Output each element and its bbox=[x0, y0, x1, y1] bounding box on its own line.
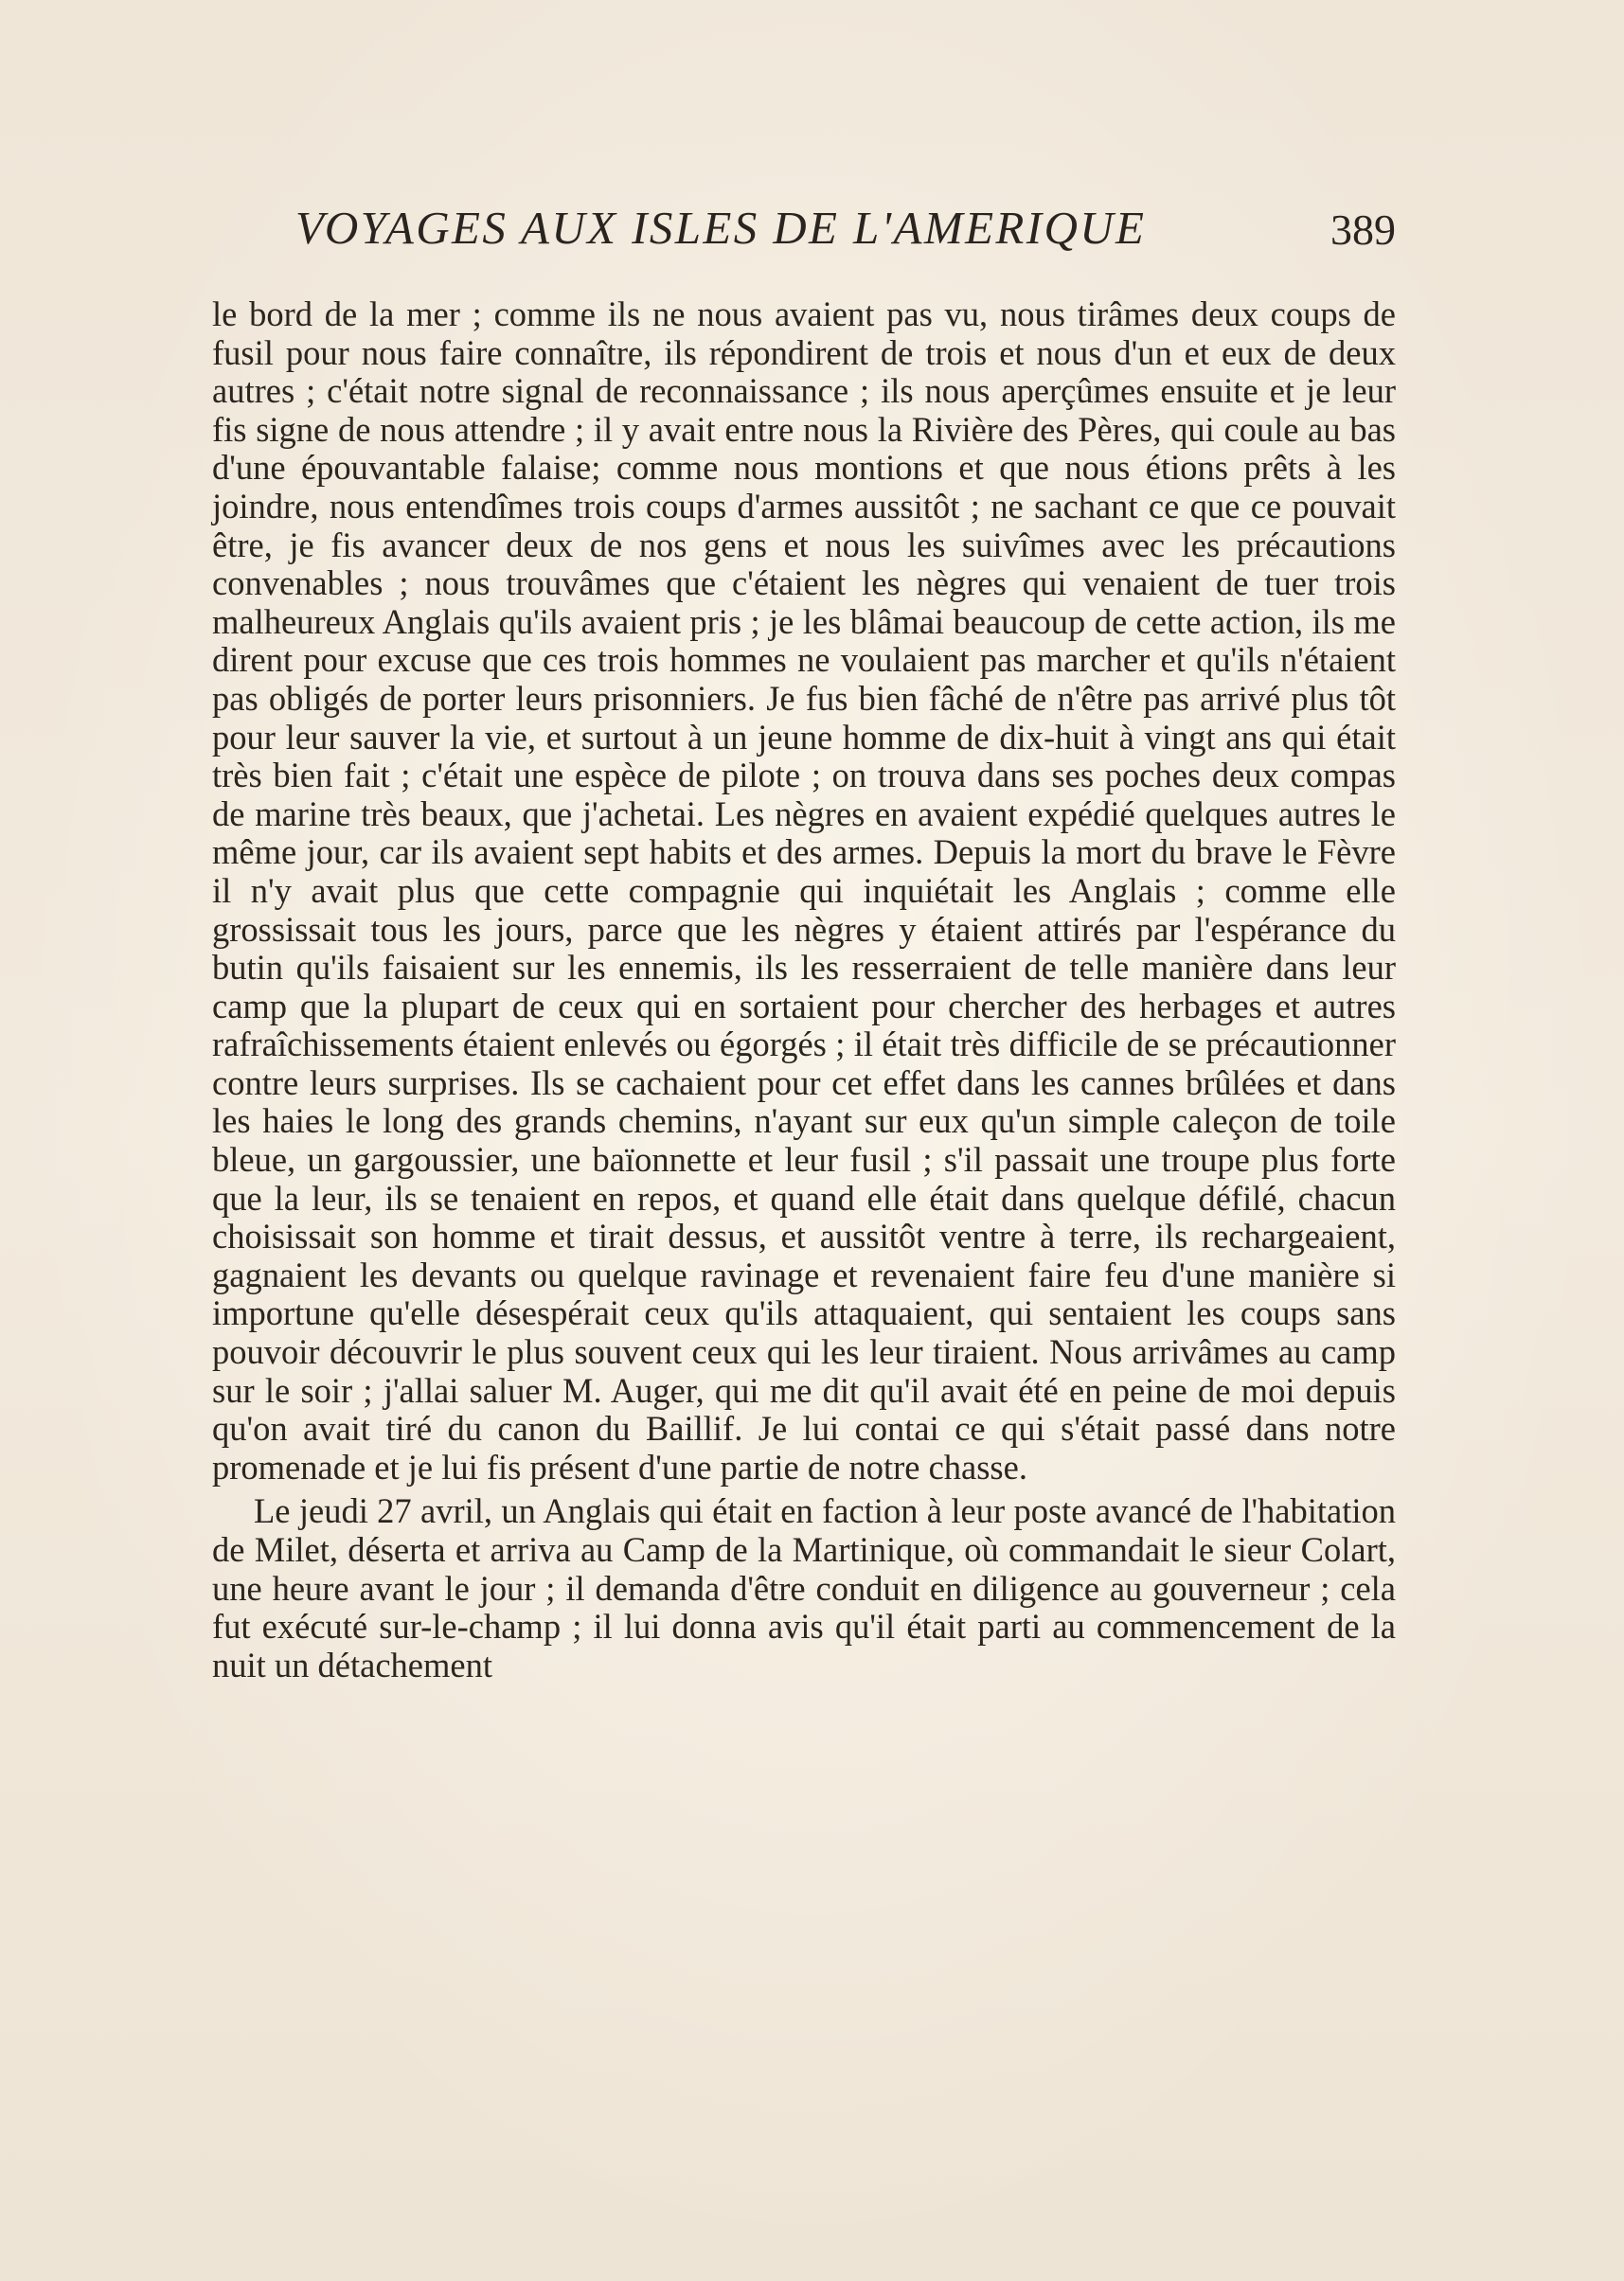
paragraph-2: Le jeudi 27 avril, un Anglais qui était en faction à leur poste avancé de l'habitation de Milet, déserta et arriva au Camp de la Martinique, où commandait le sieur Colart, une heure avant le jour ; il demanda d'être conduit en diligence au gouverneur ; cela fut exécuté sur-le-champ ; il lui donna avis qu'il était parti au commencement de la nuit un détachement bbox=[212, 1491, 1396, 1684]
running-title: VOYAGES AUX ISLES DE L'AMERIQUE bbox=[295, 202, 1147, 254]
paragraph-1: le bord de la mer ; comme ils ne nous avaient pas vu, nous tirâmes deux coups de fusil pour nous faire connaître, ils répondirent de trois et nous d'un et eux de deux autres ; c'était notre signal de reconnaissance ; ils nous aperçûmes ensuite et je leur fis signe de nous attendre ; il y avait entre nous la Rivière des Pères, qui coule au bas d'une épouvantable falaise; comme nous montions et que nous étions prêts à les joindre, nous entendîmes trois coups d'armes aussitôt ; ne sachant ce que ce pouvait être, je fis avancer deux de nos gens et nous les suivîmes avec les précautions convenables ; nous trouvâmes que c'étaient les nègres qui venaient de tuer trois malheureux Anglais qu'ils avaient pris ; je les blâmai beaucoup de cette action, ils me dirent pour excuse que ces trois hommes ne voulaient pas marcher et qu'ils n'étaient pas obligés de porter leurs prisonniers. Je fus bien fâché de n'être pas arrivé plus tôt pour leur sauver la vie, et surtout à un jeune homme de dix-huit à vingt ans qui était très bien fait ; c'était une espèce de pilote ; on trouva dans ses poches deux compas de marine très beaux, que j'achetai. Les nègres en avaient expédié quelques autres le même jour, car ils avaient sept habits et des armes. Depuis la mort du brave le Fèvre il n'y avait plus que cette compagnie qui inquiétait les Anglais ; comme elle grossissait tous les jours, parce que les nègres y étaient attirés par l'espérance du butin qu'ils faisaient sur les ennemis, ils les resserraient de telle manière dans leur camp que la plupart de ceux qui en sortaient pour chercher des herbages et autres rafraîchissements étaient enlevés ou égorgés ; il était très difficile de se précautionner contre leurs surprises. Ils se cachaient pour cet effet dans les cannes brûlées et dans les haies le long des grands chemins, n'ayant sur eux qu'un simple caleçon de toile bleue, un gargoussier, une baïonnette et leur fusil ; s'il passait une troupe plus forte que la leur, ils se tenaient en repos, et quand elle était dans quelque défilé, chacun choisissait son homme et tirait dessus, et aussitôt ventre à terre, ils rechargeaient, gagnaient les devants ou quelque ravinage et revenaient faire feu d'une manière si importune qu'elle désespérait ceux qu'ils attaquaient, qui sentaient les coups sans pouvoir découvrir le plus souvent ceux qui les leur tiraient. Nous arrivâmes au camp sur le soir ; j'allai saluer M. Auger, qui me dit qu'il avait été en peine de moi depuis qu'on avait tiré du canon du Baillif. Je lui contai ce qui s'était passé dans notre promenade et je lui fis présent d'une partie de notre chasse. bbox=[212, 294, 1396, 1487]
running-head bbox=[214, 201, 1396, 267]
page-number: 389 bbox=[1330, 205, 1396, 254]
body-text bbox=[212, 295, 1396, 1684]
